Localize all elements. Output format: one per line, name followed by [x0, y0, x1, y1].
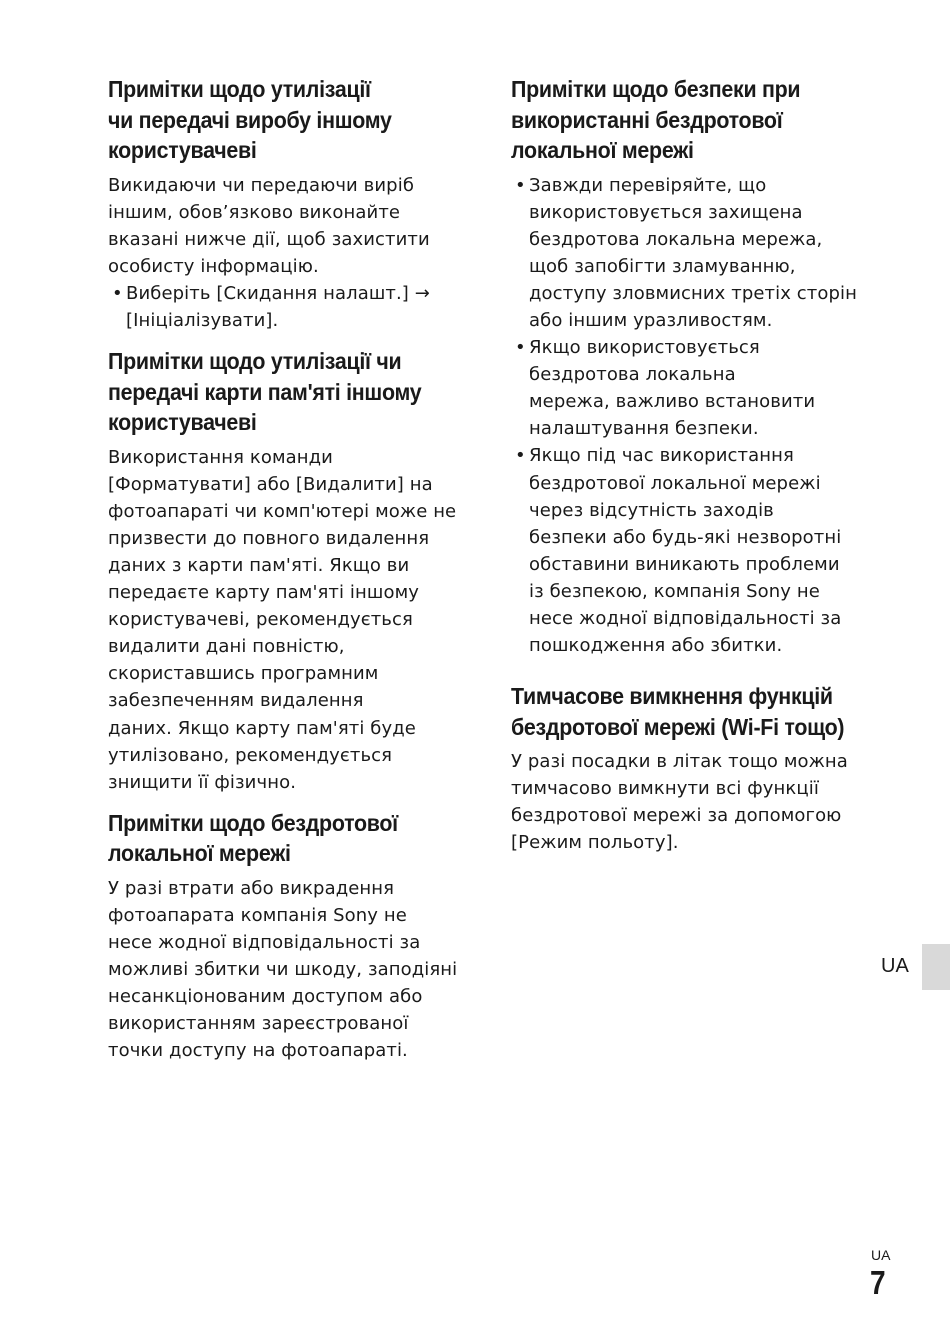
section-disposal-memory-card	[108, 346, 480, 796]
bullet-list	[108, 280, 480, 334]
right-column	[511, 74, 883, 869]
arrow-right-icon: →	[414, 282, 430, 304]
section-heading: Примітки щодо утилізації чи передачі виробу іншому користувачеві	[108, 76, 392, 163]
section-body: Використання команди [Форматувати] або [Видалити] на фотоапараті чи комп'ютері може не призвести до повного видалення даних з карти пам'яті. Якщо ви передаєте карту пам'яті іншому користувачеві, рекомендується видалити дані повністю, скориставшись програмним забезпеченням видалення даних. Якщо карту пам'яті буде утилізовано, рекомендується знищити її фізично.	[108, 446, 457, 793]
page-number: 7	[870, 1264, 886, 1301]
list-item: • Якщо під час використання бездротової локальної мережі через відсутність заходів безпеки або будь-які незворотні обставини виникають проблеми із безпекою, компанія Sony не несе жодної відповідальності за пошкодження або збитки.	[511, 442, 883, 659]
section-heading: Примітки щодо бездротової локальної мережі	[108, 809, 398, 867]
bullet-icon: •	[515, 174, 526, 196]
section-body: У разі посадки в літак тощо можна тимчасово вимкнути всі функції бездротової мережі за допомогою [Режим польоту].	[511, 751, 848, 854]
list-item: • Завжди перевіряйте, що використовується захищена бездротова локальна мережа, щоб запобігти зламуванню, доступу зловмисних третіх сторін або іншим уразливостям.	[511, 172, 883, 335]
footer-language: UA	[871, 1247, 891, 1263]
section-heading: Примітки щодо утилізації чи передачі карти пам'яті іншому користувачеві	[108, 348, 422, 436]
left-column	[108, 74, 480, 1076]
language-tab-label: UA	[881, 955, 909, 977]
section-heading: Тимчасове вимкнення функцій бездротової мережі (Wi-Fi тощо)	[511, 683, 845, 740]
section-disable-wireless	[511, 681, 883, 856]
bullet-icon: •	[112, 282, 123, 304]
section-body: Викидаючи чи передаючи виріб іншим, обов’язково виконайте вказані нижче дії, щоб захистити особисту інформацію.	[108, 174, 430, 277]
section-wireless-security	[511, 74, 883, 659]
section-wireless-lan	[108, 808, 480, 1065]
list-item: • Якщо використовується бездротова локальна мережа, важливо встановити налаштування безпеки.	[511, 334, 883, 442]
bullet-list	[511, 172, 883, 660]
list-item: • Виберіть [Скидання налашт.] → [Ініціалізувати].	[108, 280, 480, 334]
section-heading: Примітки щодо безпеки при використанні бездротової локальної мережі	[511, 76, 801, 163]
bullet-icon: •	[515, 337, 526, 359]
language-tab	[922, 944, 950, 990]
section-disposal-product	[108, 74, 480, 334]
bullet-icon: •	[515, 445, 526, 467]
section-body: У разі втрати або викрадення фотоапарата компанія Sony не несе жодної відповідальності за можливі збитки чи шкоду, заподіяні несанкціонованим доступом або використанням зареєстрованої точки доступу на фотоапараті.	[108, 877, 458, 1062]
